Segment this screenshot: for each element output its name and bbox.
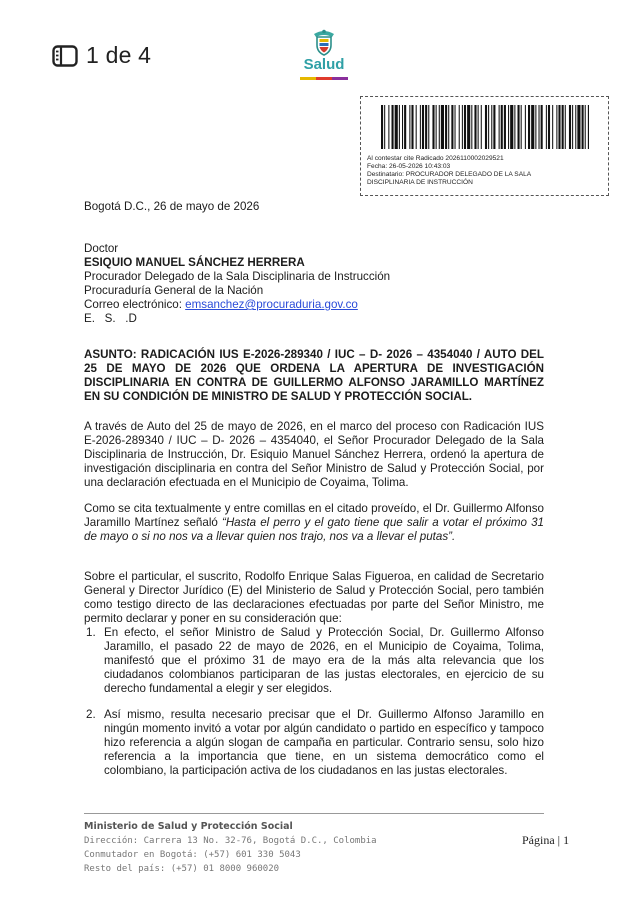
- barcode-bar: [541, 105, 543, 149]
- barcode-bar: [548, 105, 550, 149]
- salutation: Doctor: [84, 242, 119, 255]
- footer-phone: Conmutador en Bogotá: (+57) 601 330 5043: [84, 850, 301, 860]
- list-text: Así mismo, resulta necesario precisar que el Dr. Guillermo Alfonso Jaramillo en ningún momento invitó a votar por algún candidato o partido en específico y tampoco hizo referencia a algún slogan de campaña en particular. Contrario sensu, solo hizo referencia a la importancia que tiene, en un sistema democrático como el colombiano, la participación activa de los ciudadanos en las justas electorales.: [104, 708, 544, 777]
- coat-of-arms-icon: [310, 28, 338, 56]
- sticker-recipient-cont: DISCIPLINARIA DE INSTRUCCIÓN: [367, 179, 473, 186]
- addressee-email-line: [84, 298, 390, 312]
- addressee-org: Procuraduría General de la Nación: [84, 284, 264, 297]
- barcode-bar: [416, 105, 417, 149]
- list-item: [86, 708, 544, 778]
- email-link[interactable]: emsanchez@procuraduria.gov.co: [185, 298, 358, 311]
- logo-word: Salud: [303, 56, 345, 73]
- letter-date: Bogotá D.C., 26 de mayo de 2026: [84, 200, 260, 213]
- barcode-bar: [556, 105, 557, 149]
- barcode-bar: [464, 105, 466, 149]
- paragraph-3: Sobre el particular, el suscrito, Rodolfo Enrique Salas Figueroa, en calidad de Secretario General y Director Jurídico (E) del Ministerio de Salud y Protección Social, pero también como testigo directo de las declaraciones efectuadas por parte del Señor Ministro, me permito declarar y poner en su consideración que:: [84, 570, 544, 625]
- barcode-bar: [381, 105, 383, 149]
- barcode-bar: [558, 105, 560, 149]
- paragraph-2-text: Como se cita textualmente y entre comillas en el citado proveído, el Dr. Guillermo Alfonso Jaramillo Martínez señaló: [84, 502, 544, 529]
- barcode-bar: [445, 105, 447, 149]
- list-number: 2.: [86, 708, 96, 721]
- barcode-bar: [585, 105, 586, 149]
- barcode-bar: [436, 105, 437, 149]
- barcode-bar: [514, 105, 515, 149]
- page-counter-label: 1 de 4: [86, 42, 152, 68]
- subject: ASUNTO: RADICACIÓN IUS E-2026-289340 / IUC – D- 2026 – 4354040 / AUTO DEL 25 DE MAYO DE 2026 QUE ORDENA LA APERTURA DE INVESTIGACIÓN DISCIPLINARIA EN CONTRA DE GUILLERMO ALFONSO JARAMILLO MARTÍNEZ EN SU CONDICIÓN DE MINISTRO DE SALUD Y PROTECCIÓN SOCIAL.: [84, 348, 544, 403]
- barcode-bar: [501, 105, 503, 149]
- barcode-bar: [535, 105, 536, 149]
- barcode-bar: [552, 105, 553, 149]
- paragraph-2: [84, 502, 544, 544]
- page-thumbnail-icon: [52, 45, 78, 67]
- barcode-bar: [441, 105, 444, 149]
- barcode: [381, 105, 589, 149]
- barcode-bar: [474, 105, 476, 149]
- barcode-bar: [510, 105, 513, 149]
- barcode-bar: [432, 105, 434, 149]
- barcode-bar: [525, 105, 526, 149]
- barcode-bar: [448, 105, 449, 149]
- barcode-bar: [425, 105, 427, 149]
- barcode-bar: [388, 105, 389, 149]
- barcode-bar: [518, 105, 520, 149]
- barcode-bar: [521, 105, 522, 149]
- paragraph-1: A través de Auto del 25 de mayo de 2026, en el marco del proceso con Radicación IUS E-2026-289340 / IUC – D- 2026 – 4354040, el Señor Procurador Delegado de la Sala Disciplinaria de Instrucción, Dr. Esiquio Manuel Sánchez Herrera, ordenó la apertura de investigación disciplinaria en contra del Señor Ministro de Salud y Protección Social, por una declaración efectuada en el Municipio de Coyaima, Tolima.: [84, 420, 544, 489]
- barcode-bar: [575, 105, 576, 149]
- addressee-name: ESIQUIO MANUEL SÁNCHEZ HERRERA: [84, 256, 305, 269]
- barcode-bar: [420, 105, 421, 149]
- barcode-bar: [488, 105, 489, 149]
- barcode-bar: [455, 105, 456, 149]
- barcode-bar: [562, 105, 564, 149]
- footer: [84, 820, 377, 876]
- barcode-bar: [439, 105, 440, 149]
- barcode-bar: [451, 105, 453, 149]
- footer-address: Dirección: Carrera 13 No. 32-76, Bogotá D.C., Colombia: [84, 836, 377, 846]
- barcode-bar: [485, 105, 487, 149]
- barcode-bar: [404, 105, 406, 149]
- esd-line: E. S. .D: [84, 312, 137, 325]
- footer-org: Ministerio de Salud y Protección Social: [84, 821, 293, 832]
- barcode-bar: [493, 105, 495, 149]
- barcode-bar: [471, 105, 472, 149]
- list-number: 1.: [86, 626, 96, 639]
- barcode-bar: [392, 105, 394, 149]
- barcode-bar: [409, 105, 410, 149]
- barcode-bar: [504, 105, 506, 149]
- barcode-bar: [481, 105, 482, 149]
- page-counter[interactable]: [52, 42, 151, 69]
- footer-divider: [84, 813, 544, 814]
- page-number: Página | 1: [522, 833, 570, 847]
- barcode-bar: [399, 105, 400, 149]
- barcode-bar: [499, 105, 500, 149]
- barcode-bar: [508, 105, 509, 149]
- barcode-bar: [577, 105, 580, 149]
- barcode-bar: [572, 105, 573, 149]
- barcode-bar: [531, 105, 534, 149]
- barcode-bar: [459, 105, 460, 149]
- barcode-bar: [588, 105, 589, 149]
- barcode-bar: [384, 105, 385, 149]
- barcode-bar: [582, 105, 584, 149]
- barcode-bar: [402, 105, 403, 149]
- sticker-date: Fecha: 26-05-2026 10:43:03: [367, 163, 451, 170]
- logo-color-bar: [300, 77, 348, 80]
- barcode-bar: [569, 105, 571, 149]
- barcode-bar: [528, 105, 530, 149]
- ministry-logo: [296, 28, 352, 80]
- radicado-sticker: [360, 96, 609, 196]
- barcode-bar: [428, 105, 429, 149]
- barcode-bar: [565, 105, 566, 149]
- addressee-block: [84, 242, 390, 326]
- barcode-bar: [539, 105, 540, 149]
- barcode-bar: [546, 105, 547, 149]
- addressee-role: Procurador Delegado de la Sala Disciplinaria de Instrucción: [84, 270, 391, 283]
- list-item: [86, 626, 544, 696]
- barcode-bar: [467, 105, 470, 149]
- barcode-bar: [395, 105, 398, 149]
- paragraph-2-quote: “Hasta el perro y el gato tiene que salir a votar el próximo 31 de mayo o si no nos va a llevar quien nos trajo, nos va a llevar el putas”.: [84, 516, 544, 543]
- barcode-bar: [422, 105, 424, 149]
- barcode-bar: [491, 105, 492, 149]
- sticker-recipient: Destinatario: PROCURADOR DELEGADO DE LA SALA: [367, 171, 532, 178]
- list-text: En efecto, el señor Ministro de Salud y Protección Social, Dr. Guillermo Alfonso Jaramillo, el pasado 22 de mayo de 2026, en el Municipio de Coyaima, Tolima, manifestó que el próximo 31 de mayo era de la más alta relevancia que los ciudadanos colombianos participaran de las justas electorales, en ejercicio de su derecho fundamental a elegir y ser elegidos.: [104, 626, 544, 695]
- sticker-radicado: Al contestar cite Radicado 2026110002029521: [367, 155, 504, 162]
- email-label: Correo electrónico:: [84, 298, 186, 311]
- barcode-bar: [462, 105, 463, 149]
- barcode-bar: [478, 105, 479, 149]
- barcode-bar: [411, 105, 413, 149]
- footer-rest: Resto del país: (+57) 01 8000 960020: [84, 864, 280, 874]
